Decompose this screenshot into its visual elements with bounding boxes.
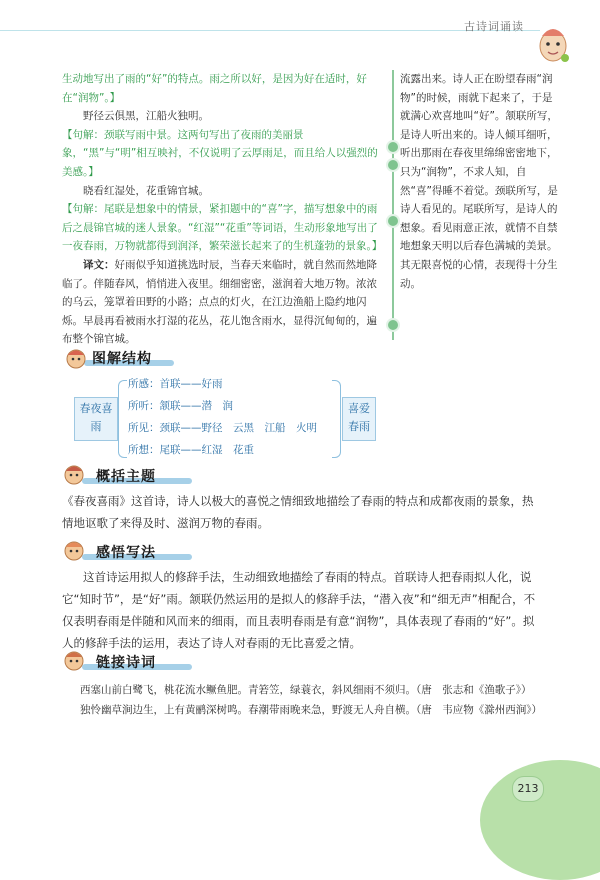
page-number: 213 (512, 776, 544, 802)
running-header-title: 古诗词诵读 (464, 20, 524, 33)
links-mascot-icon (62, 648, 86, 672)
diagram-left-box: 春夜喜雨 (74, 397, 118, 441)
corner-decoration (480, 760, 600, 880)
header-rule (0, 30, 540, 31)
links-heading: 链接诗词 (96, 655, 156, 671)
translation-paragraph (62, 256, 384, 349)
linked-poems (80, 680, 540, 720)
technique-paragraph (62, 566, 538, 654)
appreciation-column (400, 70, 560, 293)
annotation-continued: 生动地写出了雨的“好”的特点。雨之所以好，是因为好在适时，好在“润物”。】 (62, 73, 367, 104)
theme-mascot-icon (62, 462, 86, 486)
diagram-right-box: 喜爱春雨 (342, 397, 376, 441)
appreciation-text: 流露出来。诗人正在盼望春雨“润物”的时候，雨就下起来了，于是就满心欢喜地叫“好”。颔联所写，是诗人听出来的。诗人倾耳细听，听出那雨在春夜里绵绵密密地下，只为“润物”，不求人知，自然“喜”得睡不着觉。颈联所写，是诗人看见的。尾联所写，是诗人的想象。看见雨意正浓，就情不自禁地想象天明以后春色满城的美景。其无限喜悦的心情，表现得十分生动。 (400, 73, 558, 290)
annotation-tail-couplet: 【句解：尾联是想象中的情景，紧扣题中的“喜”字，描写想象中的雨后之晨锦官城的迷人景象。“红湿”“花重”等词语，生动形象地写出了一夜春雨，万物就都得到润泽，繁荣滋长起来了的生机蓬勃的景象。】 (62, 203, 383, 253)
linked-poem-1: 西塞山前白鹭飞，桃花流水鳜鱼肥。青箬笠，绿蓑衣，斜风细雨不须归。（唐 张志和《渔歌子》） (80, 684, 532, 696)
theme-paragraph (62, 490, 538, 534)
translation-text: 好雨似乎知道挑选时辰，当春天来临时，就自然而然地降临了。伴随春风，悄悄进入夜里。细细密密，滋润着大地万物。浓浓的乌云，笼罩着田野的小路；点点的灯火，在江边渔船上隐约地闪烁。早晨再看被雨水打湿的花丛，花儿饱含雨水，显得沉甸甸的，遍布整个锦官城。 (62, 258, 377, 346)
diagram-mascot-icon (64, 346, 88, 370)
poem-line-4: 晓看红湿处，花重锦官城。 (83, 184, 209, 197)
divider-dot (386, 318, 400, 332)
mascot-icon (536, 22, 570, 64)
structure-heading: 图解结构 (92, 351, 152, 367)
annotated-poem-column (62, 70, 384, 349)
divider-dot (386, 214, 400, 228)
diagram-row-feel: 所感：首联——好雨 (128, 378, 223, 390)
technique-text: 这首诗运用拟人的修辞手法，生动细致地描绘了春雨的特点。首联诗人把春雨拟人化，说它“知时节”，是“好”雨。颔联仍然运用的是拟人的修辞手法，“潜入夜”和“细无声”相配合，不仅表明春雨是伴随和风而来的细雨，而且表明春雨是有意“润物”，具体表现了春雨的“好”。拟人的修辞手法的运用，表达了诗人对春雨的无比喜爱之情。 (62, 570, 536, 650)
theme-heading: 概括主题 (96, 469, 156, 485)
translation-label: 译文： (83, 258, 115, 271)
divider-dot (386, 158, 400, 172)
divider-dot (386, 140, 400, 154)
diagram-row-see: 所见：颈联——野径 云黑 江船 火明 (128, 422, 317, 434)
annotation-neck-couplet: 【句解：颈联写雨中景。这两句写出了夜雨的美丽景象，“黑”与“明”相互映衬，不仅说明了云厚雨足，而且给人以强烈的美感。】 (62, 128, 378, 178)
diagram-row-imagine: 所想：尾联——红湿 花重 (128, 444, 254, 456)
technique-heading: 感悟写法 (96, 545, 156, 561)
linked-poem-2: 独怜幽草涧边生，上有黄鹂深树鸣。春潮带雨晚来急，野渡无人舟自横。（唐 韦应物《滁州西涧》） (80, 704, 542, 716)
column-divider (392, 70, 394, 340)
diagram-right-brace (332, 380, 341, 458)
technique-mascot-icon (62, 538, 86, 562)
diagram-row-hear: 所听：颔联——潜 润 (128, 400, 233, 412)
diagram-left-brace (118, 380, 127, 458)
theme-text: 《春夜喜雨》这首诗，诗人以极大的喜悦之情细致地描绘了春雨的特点和成都夜雨的景象，热情地讴歌了来得及时、滋润万物的春雨。 (62, 494, 534, 530)
poem-line-3: 野径云俱黑，江船火独明。 (83, 110, 209, 123)
